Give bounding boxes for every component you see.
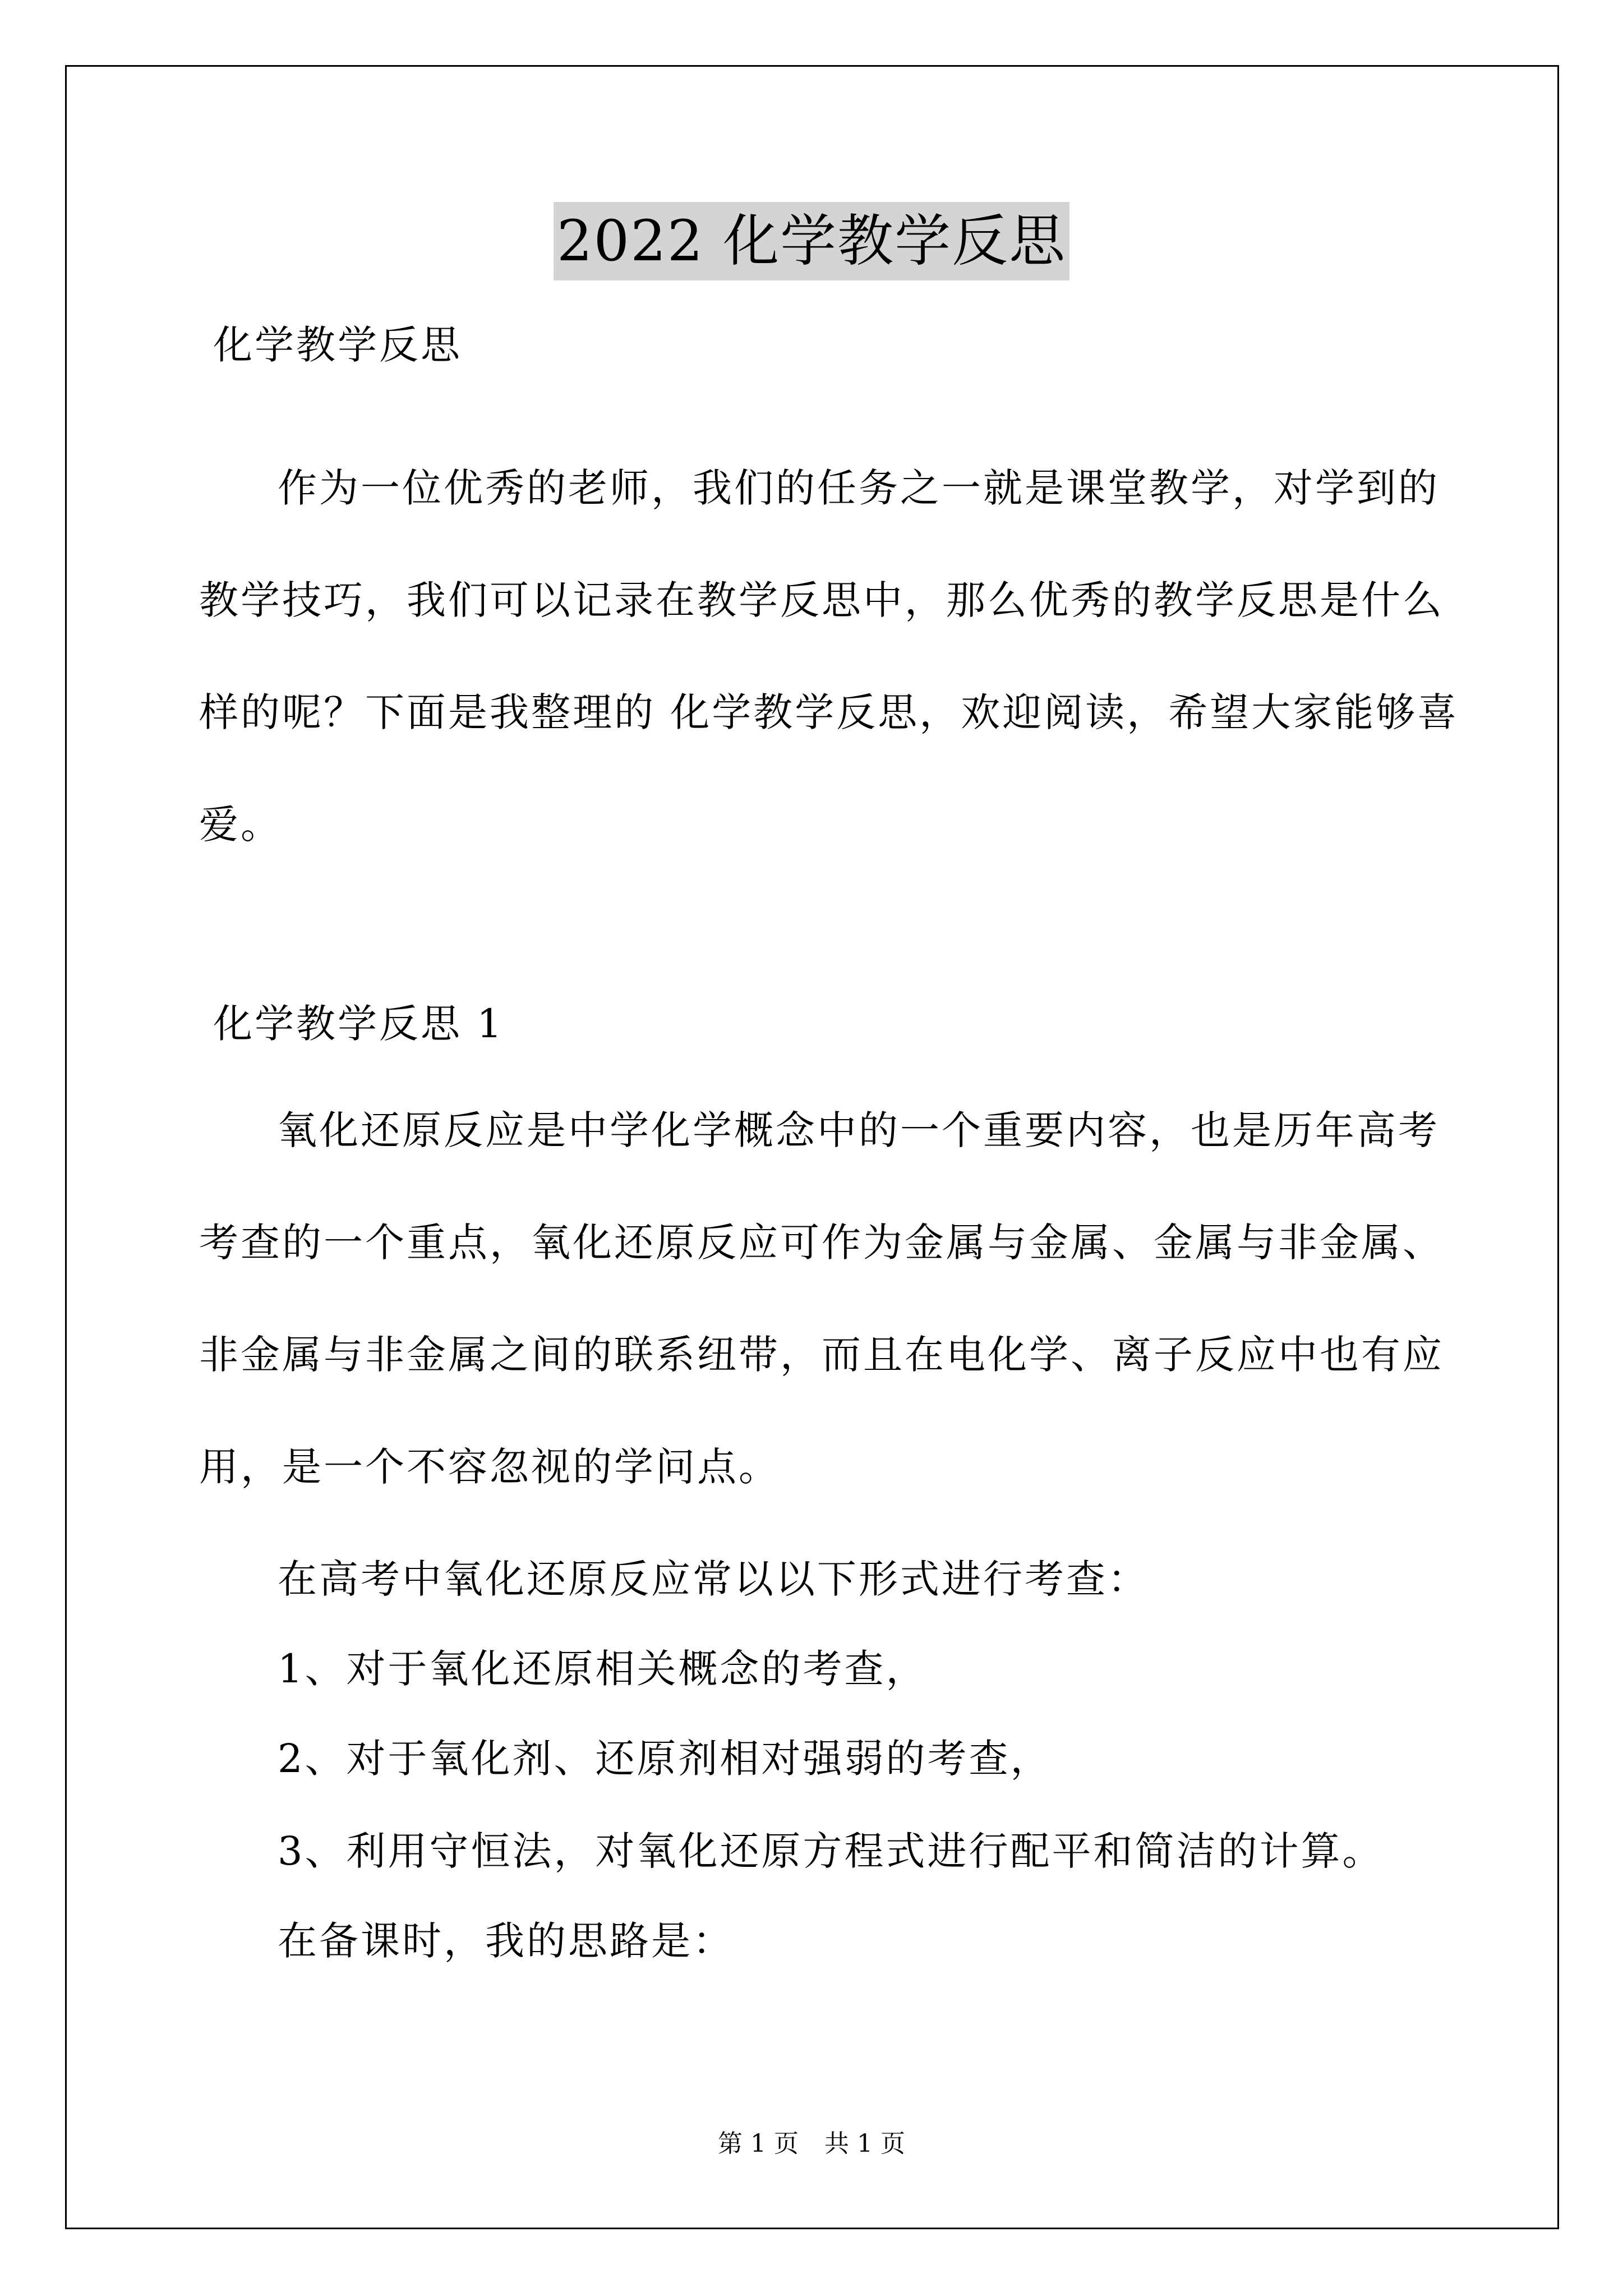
exam-form-item-3: 3、利用守恒法，对氧化还原方程式进行配平和简洁的计算。 [278, 1828, 1384, 1874]
document-title: 2022 化学教学反思 [554, 202, 1069, 280]
exam-form-item-2: 2、对于氧化剂、还原剂相对强弱的考查， [278, 1736, 1052, 1782]
page-footer [0, 2127, 1623, 2161]
page-current: 第 1 页 [718, 2129, 799, 2158]
intro-paragraph-line-2: 教学技巧，我们可以记录在教学反思中，那么优秀的教学反思是什么 [199, 577, 1444, 623]
prep-line: 在备课时，我的思路是： [278, 1918, 734, 1964]
intro-paragraph-line-1: 作为一位优秀的老师，我们的任务之一就是课堂教学，对学到的 [278, 465, 1440, 511]
exam-forms-intro: 在高考中氧化还原反应常以以下形式进行考查： [278, 1556, 1149, 1602]
section-1-paragraph-line-4: 用，是一个不容忽视的学问点。 [199, 1444, 780, 1490]
section-1-paragraph-line-3: 非金属与非金属之间的联系纽带，而且在电化学、离子反应中也有应 [199, 1332, 1444, 1378]
intro-paragraph-line-3: 样的呢？下面是我整理的 化学教学反思，欢迎阅读，希望大家能够喜 [199, 689, 1459, 735]
intro-heading: 化学教学反思 [213, 322, 462, 368]
section-1-paragraph-line-1: 氧化还原反应是中学化学概念中的一个重要内容，也是历年高考 [278, 1107, 1440, 1153]
intro-paragraph-line-4: 爱。 [199, 802, 282, 848]
page-total: 共 1 页 [824, 2129, 905, 2158]
exam-form-item-1: 1、对于氧化还原相关概念的考查， [278, 1646, 928, 1692]
title-container [0, 202, 1623, 280]
section-1-paragraph-line-2: 考查的一个重点，氧化还原反应可作为金属与金属、金属与非金属、 [199, 1220, 1444, 1266]
section-1-heading: 化学教学反思 1 [213, 1001, 504, 1047]
